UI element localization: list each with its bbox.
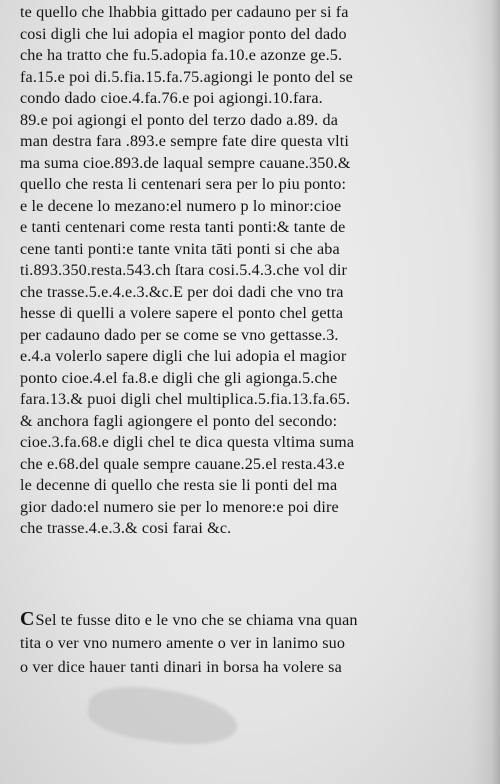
text-line: le decenne di quello che resta sie li ponti del ma xyxy=(20,476,338,494)
paragraph-dice-method xyxy=(20,2,470,540)
text-line: fa.15.e poi di.5.fia.15.fa.75.agiongi le ponto del se xyxy=(20,67,353,86)
paragraph-hidden-number xyxy=(20,607,470,679)
text-line: 89.e poi agiongi el ponto del terzo dado a.89. da xyxy=(20,110,339,129)
text-line: e tanti centenari come resta tanti ponti:& tante de xyxy=(20,218,346,236)
text-line: fara.13.& puoi digli chel multiplica.5.fia.13.fa.65. xyxy=(20,390,351,408)
text-line: che trasse.5.e.4.e.3.&c.E per doi dadi che vno tra xyxy=(20,282,344,301)
text-line: per cadauno dado per se come se vno gettasse.3. xyxy=(20,325,339,344)
text-line: che ha tratto che fu.5.adopia fa.10.e azonze ge.5. xyxy=(20,46,343,64)
text-line: ti.893.350.resta.543.ch ſtara cosi.5.4.3.che vol dir xyxy=(20,261,348,279)
text-line: che trasse.4.e.3.& cosi farai &c. xyxy=(20,519,232,537)
text-line-content: Sel te fusse dito e le vno che se chiama vna quan xyxy=(35,611,358,629)
text-line: o ver dice hauer tanti dinari in borsa ha volere sa xyxy=(20,658,342,676)
text-line xyxy=(20,607,468,631)
text-line: cioe.3.fa.68.e digli chel te dica questa vltima suma xyxy=(20,433,355,451)
page-edge-shadow xyxy=(470,0,500,784)
text-line: tita o ver vno numero amente o ver in lanimo suo xyxy=(20,634,346,652)
text-line: cene tanti ponti:e tante vnita tāti ponti si che aba xyxy=(20,239,340,258)
text-line: condo dado cioe.4.fa.76.e poi agiongi.10.fara. xyxy=(20,89,323,107)
text-line: ponto cioe.4.el fa.8.e digli che gli agionga.5.che xyxy=(20,368,338,387)
paragraph-mark: C xyxy=(20,608,35,630)
text-line: man destra fara .893.e sempre fate dire questa vlti xyxy=(20,132,350,150)
text-line: & anchora fagli agiongere el ponto del secondo: xyxy=(20,411,338,430)
text-line: e.4.a volerlo sapere digli che lui adopia el magior xyxy=(20,347,347,365)
paper-stain xyxy=(85,680,241,752)
text-line: ma suma cioe.893.de laqual sempre cauane.350.& xyxy=(20,153,351,172)
text-line: che e.68.del quale sempre cauane.25.el resta.43.e xyxy=(20,454,345,473)
text-line: gior dado:el numero sie per lo menore:e poi dire xyxy=(20,497,339,516)
text-line: e le decene lo mezano:el numero p lo minor:cioe xyxy=(20,196,342,215)
text-line: cosi digli che lui adopia el magior ponto del dado xyxy=(20,24,347,43)
text-line: quello che resta li centenari sera per lo piu ponto: xyxy=(20,175,347,193)
text-line: hesse di quelli a volere sapere el ponto chel getta xyxy=(20,304,344,322)
text-line: te quello che lhabbia gittado per cadauno per si fa xyxy=(20,3,349,21)
